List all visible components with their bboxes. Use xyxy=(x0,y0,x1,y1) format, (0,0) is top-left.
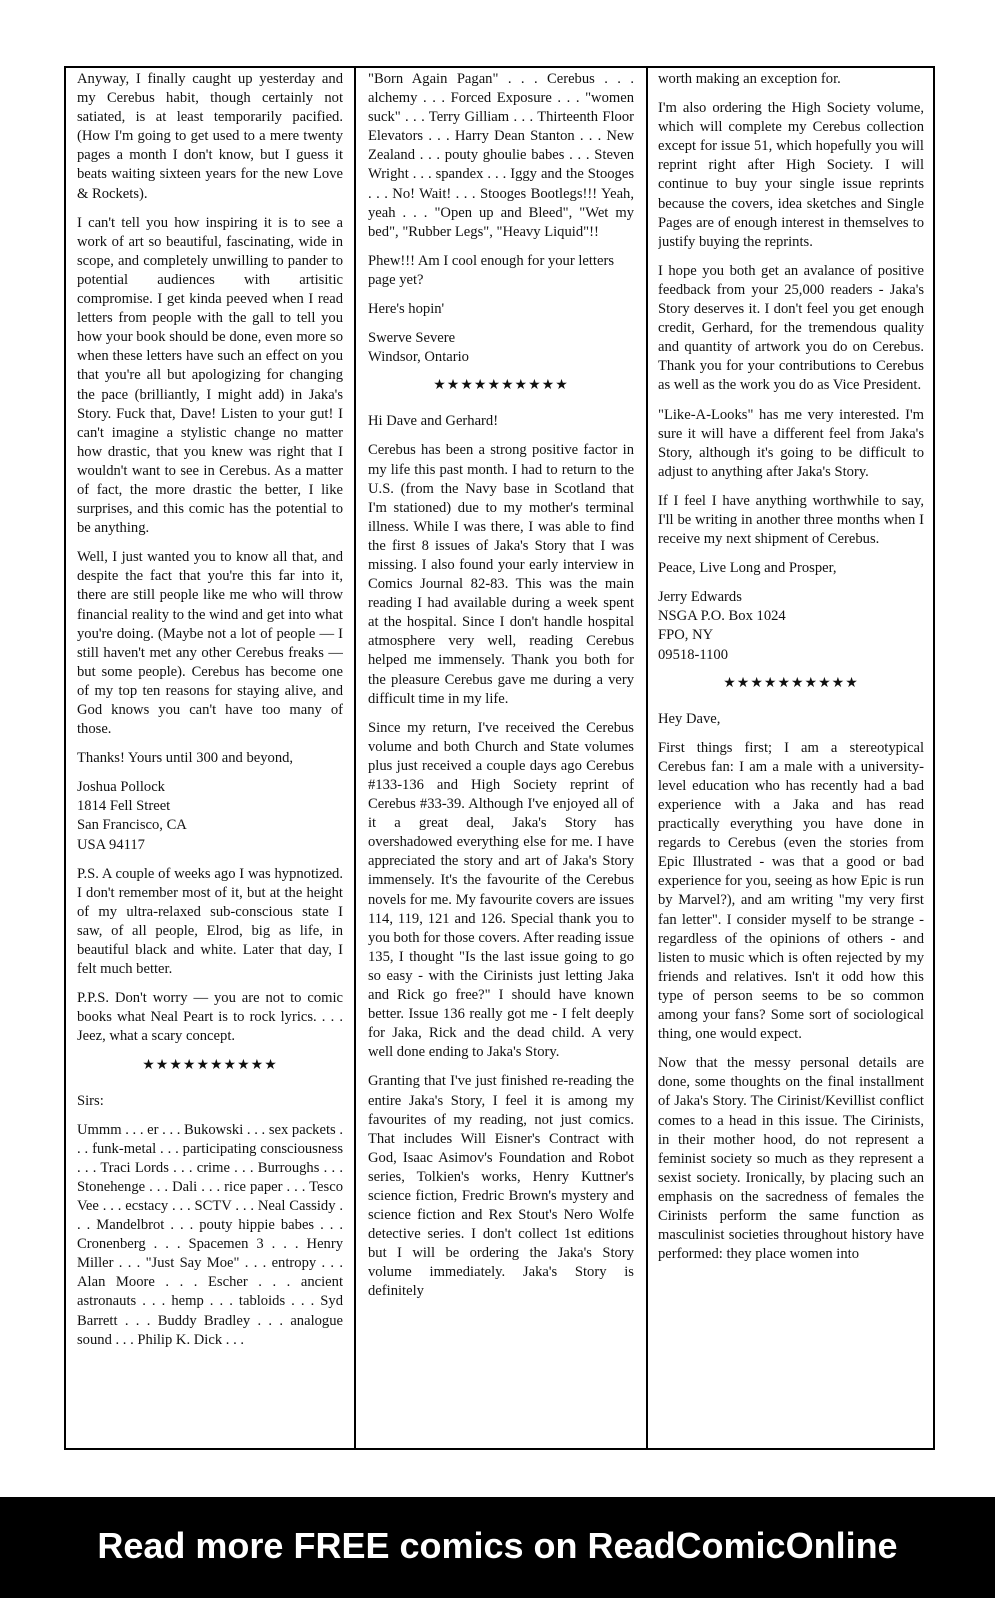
signature-line: Windsor, Ontario xyxy=(368,349,469,366)
signature-line: Swerve Severe xyxy=(368,330,456,347)
letter-paragraph: worth making an exception for. xyxy=(658,71,841,87)
salutation: Sirs: xyxy=(77,1092,104,1109)
letter-paragraph: Phew!!! Am I cool enough for your letters page yet? xyxy=(368,252,615,288)
signature-block xyxy=(658,588,924,664)
letter-paragraph: Ummm . . . er . . . Bukowski . . . sex packets . . . funk-metal . . . participating consciousness . . . Traci Lords . . . crime . . . Burroughs . . . Stonehenge . . . Dali . . . rice paper . . . Tesco Vee . . . ecstacy . . . SCTV . . . Neal Cassidy . . . Mandelbrot . . . pouty hippie babes . . . Cronenberg . . . Spacemen 3 . . . Henry Miller . . . "Just Say Moe" . . . entropy . . . Alan Moore . . . Escher . . . ancient astronauts . . . hemp . . . tabloids . . . Syd Barrett . . . Buddy Bradley . . . analogue sound . . . Philip K. Dick . . . xyxy=(77,1121,343,1348)
letter-paragraph: First things first; I am a stereotypical Cerebus fan: I am a male with a university-level education who has recently had a bad experience with a Jaka and has read practically everything you have done in regards to Cerebus (even the stories from Epic Illustrated - was that a good or bad experience for you, seeing as how Epic is run by Marvel?), and am writing "my very first fan letter". I consider myself to be strange - regardless of the opinions of others - and listen to music which is often rejected by my friends and relatives. Isn't it odd how this type of person seems to be so common among your fans? Some sort of sociological thing, one would expect. xyxy=(658,739,924,1043)
signature-line: USA 94117 xyxy=(77,836,145,853)
letter-paragraph: I hope you both get an avalance of positive feedback from your 25,000 readers - Jaka's Story deserves it. I don't feel you get enough credit, Gerhard, for the tremendous quality and quantity of artwork you do on Cerebus. Thank you for your contributions to Cerebus as well as the work you do as Vice President. xyxy=(658,262,924,394)
column-rule xyxy=(354,66,356,1450)
letter-paragraph: Well, I just wanted you to know all that, and despite the fact that you're this far into it, there are still people like me who will throw financial reality to the wind and get into what you're doing. (Maybe not a lot of people — I still haven't met any other Cerebus freaks — but some people). Cerebus has become one of my top ten reasons for staying alive, and God knows you can't have too many of those. xyxy=(77,549,343,738)
signature-line: 1814 Fell Street xyxy=(77,798,171,815)
column-1 xyxy=(77,70,343,1448)
signature-line: NSGA P.O. Box 1024 xyxy=(658,608,786,625)
letter-paragraph: Since my return, I've received the Cerebus volume and both Church and State volumes plus just received a couple days ago Cerebus #133-136 and High Society reprint of Cerebus #33-39. Although I've enjoyed all of it a great deal, Jaka's Story has overshadowed everything else for me. I have appreciated the story and art of Jaka's Story immensely. It's the favourite of the Cerebus novels for me. My favourite covers are issues 114, 119, 121 and 126. Special thank you to you both for those covers. After reading issue 135, I thought "Is the last issue going to go so easy - with the Cirinists just letting Jaka and Rick go free?" I should have known better. Issue 136 really got me - I felt deeply for Jaka, Rick and the dead child. A very well done ending to Jaka's Story. xyxy=(368,719,634,1061)
letter-paragraph: Peace, Live Long and Prosper, xyxy=(658,560,837,577)
column-rule xyxy=(646,66,648,1450)
letter-paragraph: Anyway, I finally caught up yesterday and my Cerebus habit, though certainly not satiated, is at least temporarily pacified. (How I'm going to get used to a mere twenty pages a month I don't know, but I guess it beats waiting sixteen years for the new Love & Rockets). xyxy=(77,71,343,202)
letter-paragraph: I can't tell you how inspiring it is to see a work of art so beautiful, fascinating, wide in scope, and completely unwilling to pander to potential audiences with artisitic compromise. I get kinda peeved when I read letters from people with the gall to tell you how your book should be done, even more so when these letters have such an effect on you that you're all but apologizing for changing the pace (brilliantly, I might add) in Jaka's Story. Fuck that, Dave! Listen to your gut! I can't imagine a stylistic change no matter how drastic, that you knew was right that I wouldn't want to see in Cerebus. As a matter of fact, the more drastic the better, I like surprises, and this comic has the potential to be anything. xyxy=(77,214,343,537)
letter-paragraph: Thanks! Yours until 300 and beyond, xyxy=(77,750,294,767)
star-divider: ★★★★★★★★★★ xyxy=(142,1057,278,1073)
letter-paragraph: Now that the messy personal details are done, some thoughts on the final installment of Jaka's Story. The Cirinist/Kevillist conflict comes to a head in this issue. The Cirinists, in their mother hood, do not represent a feminist society so much as they represent a sexist society. Ironically, by placing such an emphasis on the sacredness of females the Cirinists perform the same function as masculinist societies throughout history have performed: they place women into xyxy=(658,1055,924,1263)
signature-block xyxy=(368,329,634,367)
signature-line: 09518-1100 xyxy=(658,646,728,663)
signature-line: Joshua Pollock xyxy=(77,779,165,796)
letter-paragraph: I'm also ordering the High Society volume, which will complete my Cerebus collection except for issue 51, which hopefully you will reprint right after High Society. I will continue to buy your single issue reprints because the covers, idea sketches and Single Pages are of enough interest in themselves to justify buying the reprints. xyxy=(658,100,924,250)
signature-line: FPO, NY xyxy=(658,627,714,644)
letter-paragraph: "Born Again Pagan" . . . Cerebus . . . alchemy . . . Forced Exposure . . . "women suck" . . . Terry Gilliam . . . Thirteenth Floor Elevators . . . Harry Dean Stanton . . . New Zealand . . . pouty ghoulie babes . . . Steven Wright . . . spandex . . . Iggy and the Stooges . . . No! Wait! . . . Stooges Bootlegs!!! Yeah, yeah . . . "Open up and Bleed", "Wet my bed", "Rubber Legs", "Heavy Liquid"!! xyxy=(368,71,634,240)
postscript: P.S. A couple of weeks ago I was hypnotized. I don't remember most of it, but at the height of my ultra-relaxed sub-conscious state I saw, of all people, Elrod, big as life, in beautiful black and white. Later that day, I felt much better. xyxy=(77,865,343,978)
column-2 xyxy=(368,70,634,1448)
signature-line: Jerry Edwards xyxy=(658,589,742,606)
salutation: Hey Dave, xyxy=(658,710,721,727)
signature-line: San Francisco, CA xyxy=(77,817,187,834)
letter-paragraph: Cerebus has been a strong positive factor in my life this past month. I had to return to the U.S. (from the Navy base in Scotland that I'm stationed) due to my mother's terminal illness. While I was there, I was able to find the first 8 issues of Jaka's Story that I was missing. I also found your early interview in Comics Journal 82-83. This was the main reading I had available during a week spent at the hospital. Since I don't handle hospital atmosphere very well, reading Cerebus helped me immensely. Thank you both for the pleasure Cerebus gave me during a very difficult time in my life. xyxy=(368,442,634,707)
promo-banner-text[interactable]: Read more FREE comics on ReadComicOnline xyxy=(97,1525,898,1566)
letter-paragraph: If I feel I have anything worthwhile to say, I'll be writing in another three months when I receive my next shipment of Cerebus. xyxy=(658,492,924,548)
letter-paragraph: Granting that I've just finished re-reading the entire Jaka's Story, I feel it is among my favourites of my reading, not just comics. That includes Will Eisner's Contract with God, Isaac Asimov's Foundation and Robot series, Tolkien's works, Henry Kuttner's science fiction, Fredric Brown's mystery and science fiction and Rex Stout's Nero Wolfe detective series. I don't collect 1st editions but I will be ordering the Jaka's Story volume immediately. Jaka's Story is definitely xyxy=(368,1073,634,1300)
letter-paragraph: "Like-A-Looks" has me very interested. I'm sure it will have a different feel from Jaka's Story, although it's going to be difficult to adjust to anything after Jaka's Story. xyxy=(658,406,924,480)
star-divider: ★★★★★★★★★★ xyxy=(723,675,859,691)
salutation: Hi Dave and Gerhard! xyxy=(368,413,499,430)
letter-paragraph: Here's hopin' xyxy=(368,301,445,318)
column-3 xyxy=(658,70,924,1448)
signature-block xyxy=(77,778,343,854)
star-divider: ★★★★★★★★★★ xyxy=(433,378,569,394)
postscript: P.P.S. Don't worry — you are not to comic books what Neal Peart is to rock lyrics. . . . Jeez, what a scary concept. xyxy=(77,990,343,1045)
